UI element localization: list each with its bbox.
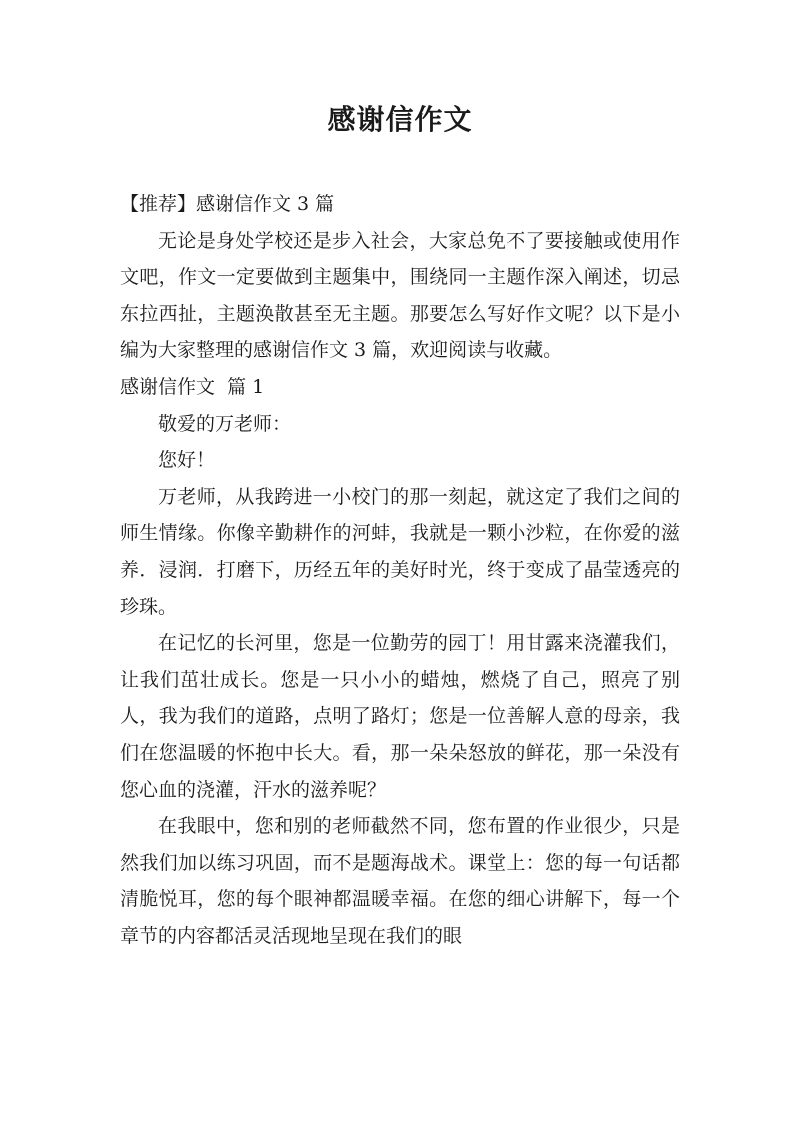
section-heading: 感谢信作文 篇 1 xyxy=(120,375,265,398)
document-body xyxy=(120,186,680,954)
body-paragraph-2: 在记忆的长河里，您是一位勤劳的园丁！用甘露来浇灌我们，让我们茁壮成长。您是一只小小的蜡烛，燃烧了自己，照亮了别人，我为我们的道路，点明了路灯；您是一位善解人意的母亲，我们在您温暖的怀抱中长大。看，那一朵朵怒放的鲜花，那一朵没有您心血的浇灌，汗水的滋养呢？ xyxy=(120,632,680,801)
body-paragraph-3: 在我眼中，您和别的老师截然不同，您布置的作业很少，只是然我们加以练习巩固，而不是题海战术。课堂上：您的每一句话都清脆悦耳，您的每个眼神都温暖幸福。在您的细心讲解下，每一个章节的内容都活灵活现地呈现在我们的眼 xyxy=(120,815,680,947)
document-title: 感谢信作文 xyxy=(327,103,473,136)
intro-heading: 【推荐】感谢信作文 3 篇 xyxy=(120,193,335,215)
letter-greeting: 您好！ xyxy=(158,449,216,472)
intro-paragraph: 无论是身处学校还是步入社会，大家总免不了要接触或使用作文吧，作文一定要做到主题集中，围绕同一主题作深入阐述，切忌东拉西扯，主题涣散甚至无主题。那要怎么写好作文呢？以下是小编为大家整理的感谢信作文 3 篇，欢迎阅读与收藏。 xyxy=(120,229,680,362)
body-paragraph-1: 万老师，从我跨进一小校门的那一刻起，就这定了我们之间的师生情缘。你像辛勤耕作的河蚌，我就是一颗小沙粒，在你爱的滋养．浸润．打磨下，历经五年的美好时光，终于变成了晶莹透亮的珍珠。 xyxy=(120,485,680,618)
letter-salutation: 敬爱的万老师： xyxy=(158,412,292,435)
